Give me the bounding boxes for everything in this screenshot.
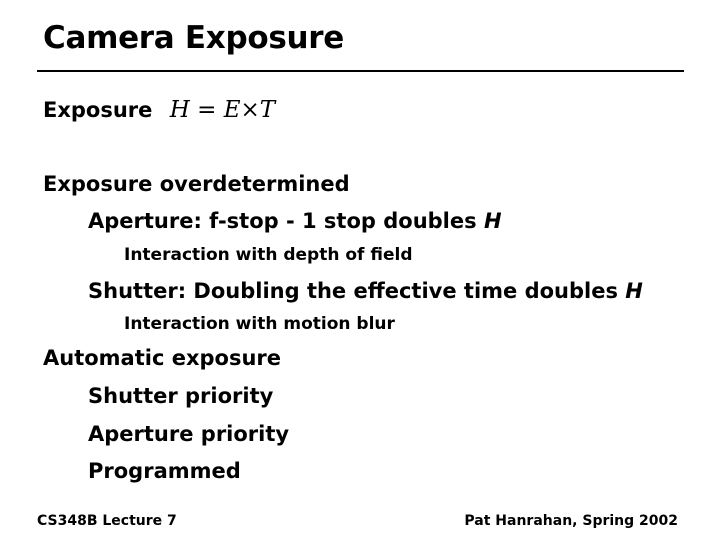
list-item-aperture-priority: Aperture priority <box>88 422 290 446</box>
exposure-label: Exposure <box>43 98 153 122</box>
formula-equals: = <box>197 97 217 123</box>
title-divider <box>37 70 684 72</box>
formula-e: E <box>223 97 241 123</box>
list-item-programmed: Programmed <box>88 459 241 483</box>
bullet-shutter <box>88 279 643 303</box>
list-item-shutter-priority: Shutter priority <box>88 384 274 408</box>
formula-t: T <box>259 97 276 123</box>
formula-h: H <box>169 97 190 123</box>
bullet-overdetermined: Exposure overdetermined <box>43 172 350 196</box>
exposure-line <box>43 97 275 123</box>
bullet-aperture-sub: Interaction with depth of field <box>124 245 413 265</box>
footer-course: CS348B Lecture 7 <box>37 513 177 529</box>
footer-author: Pat Hanrahan, Spring 2002 <box>464 513 678 529</box>
aperture-var: H <box>483 209 502 233</box>
shutter-text: Shutter: Doubling the effective time doubles <box>88 279 626 303</box>
shutter-var: H <box>625 279 643 303</box>
bullet-automatic: Automatic exposure <box>43 346 282 370</box>
slide-title: Camera Exposure <box>43 20 344 56</box>
bullet-shutter-sub: Interaction with motion blur <box>124 314 395 334</box>
bullet-aperture <box>88 209 502 233</box>
exposure-formula <box>170 97 275 123</box>
formula-times: × <box>240 97 260 123</box>
aperture-text: Aperture: f-stop - 1 stop doubles <box>88 209 484 233</box>
